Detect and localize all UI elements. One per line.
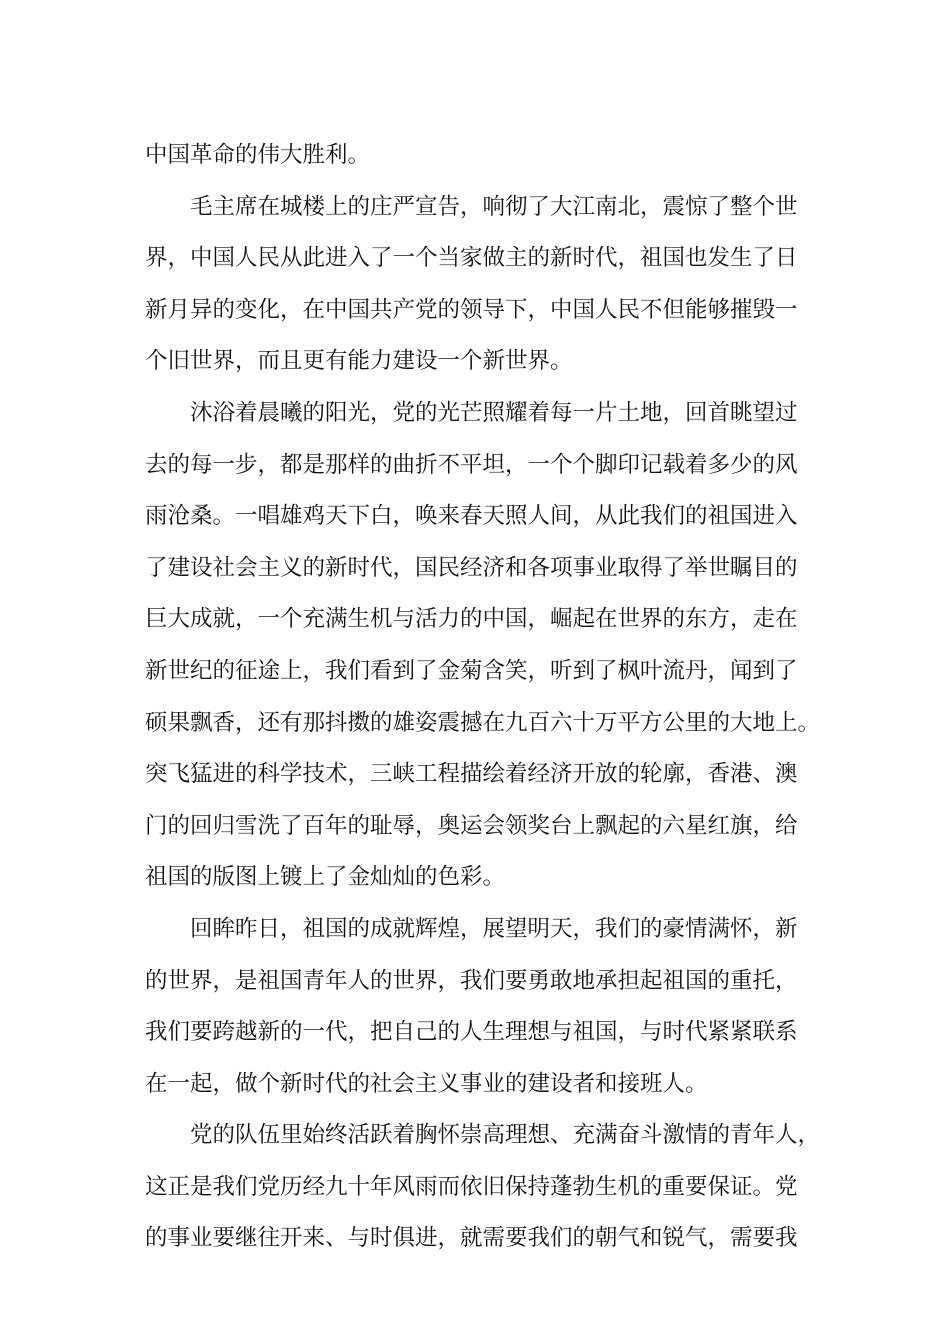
paragraph-line: 突飞猛进的科学技术，三峡工程描绘着经济开放的轮廓，香港、澳 [145,761,798,788]
paragraph-4 [145,904,835,1110]
paragraph-3 [145,388,835,904]
paragraph-5 [145,1110,835,1265]
essay-body [145,130,835,1265]
paragraph-line: 的世界，是祖国青年人的世界，我们要勇敢地承担起祖国的重托， [145,967,798,994]
paragraph-line: 党的队伍里始终活跃着胸怀崇高理想、充满奋斗激情的青年人， [190,1122,821,1149]
paragraph-line: 祖国的版图上镀上了金灿灿的色彩。 [145,864,506,891]
paragraph-2 [145,182,835,388]
paragraph-line: 新世纪的征途上，我们看到了金菊含笑，听到了枫叶流丹，闻到了 [145,657,798,684]
paragraph-line: 沐浴着晨曦的阳光，党的光芒照耀着每一片土地，回首眺望过 [190,399,798,426]
paragraph-line: 的事业要继往开来、与时俱进，就需要我们的朝气和锐气，需要我 [145,1225,798,1252]
paragraph-line: 这正是我们党历经九十年风雨而依旧保持蓬勃生机的重要保证。党 [145,1173,798,1200]
paragraph-line: 在一起，做个新时代的社会主义事业的建设者和接班人。 [145,1070,708,1097]
paragraph-line: 我们要跨越新的一代，把自己的人生理想与祖国，与时代紧紧联系 [145,1019,798,1046]
paragraph-line: 回眸昨日，祖国的成就辉煌，展望明天，我们的豪情满怀，新 [190,915,798,942]
paragraph-line: 个旧世界，而且更有能力建设一个新世界。 [145,348,573,375]
paragraph-line: 了建设社会主义的新时代，国民经济和各项事业取得了举世瞩目的 [145,554,798,581]
paragraph-line: 硕果飘香，还有那抖擞的雄姿震撼在九百六十万平方公里的大地上。 [145,709,821,736]
paragraph-line: 中国革命的伟大胜利。 [145,142,371,168]
paragraph-line: 新月异的变化，在中国共产党的领导下，中国人民不但能够摧毁一 [145,296,798,323]
paragraph-line: 界，中国人民从此进入了一个当家做主的新时代，祖国也发生了日 [145,245,798,272]
paragraph-line: 雨沧桑。一唱雄鸡天下白，唤来春天照人间，从此我们的祖国进入 [145,503,798,530]
paragraph-line: 门的回归雪洗了百年的耻辱，奥运会领奖台上飘起的六星红旗，给 [145,812,798,839]
paragraph-1 [145,130,835,182]
paragraph-line: 巨大成就，一个充满生机与活力的中国，崛起在世界的东方，走在 [145,606,798,633]
paragraph-line: 毛主席在城楼上的庄严宣告，响彻了大江南北，震惊了整个世 [190,193,798,220]
paragraph-line: 去的每一步，都是那样的曲折不平坦，一个个脚印记载着多少的风 [145,451,798,478]
